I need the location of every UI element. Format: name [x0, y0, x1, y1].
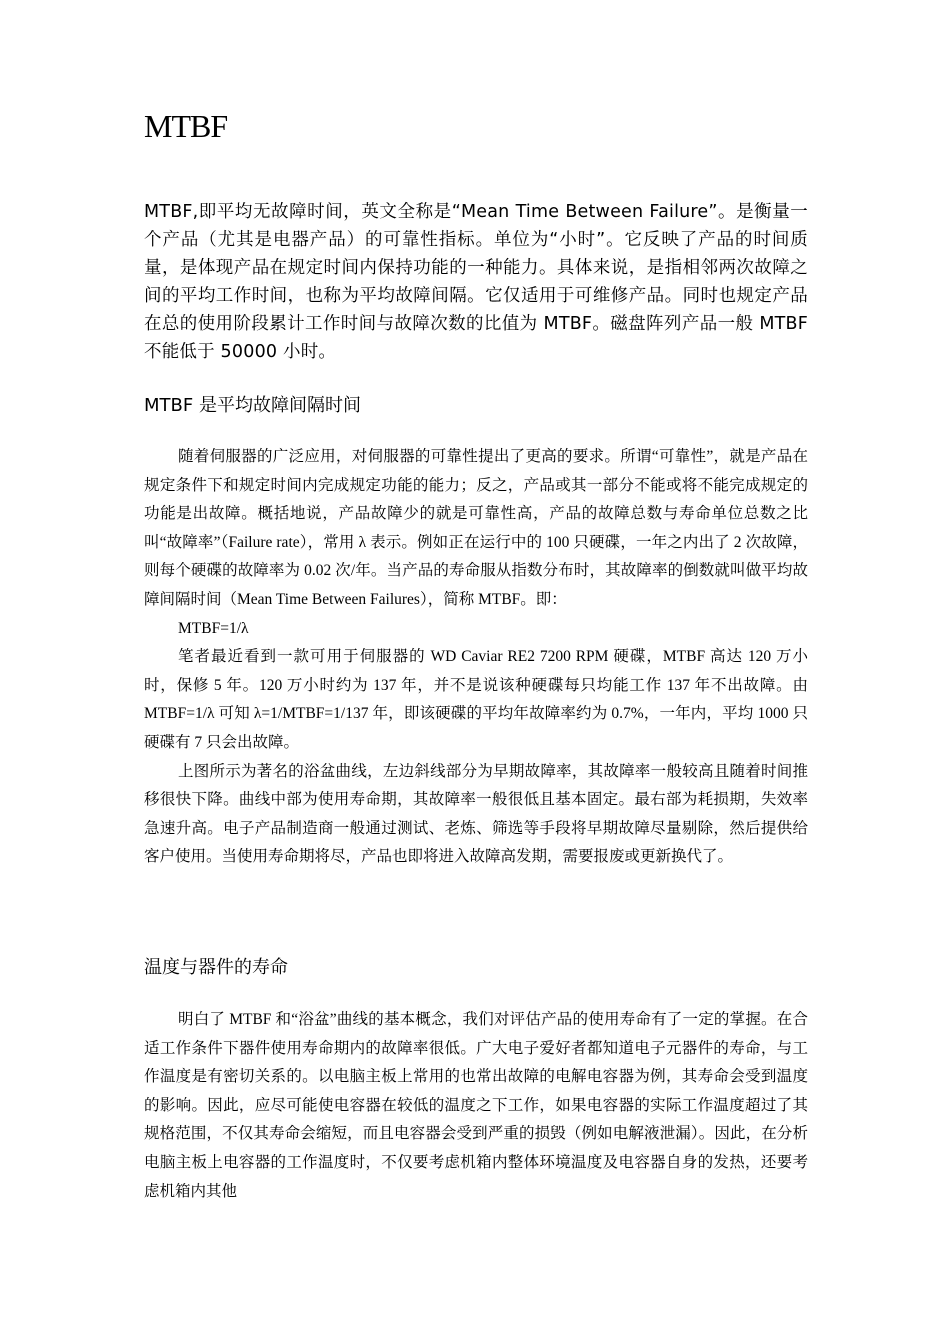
section-body-temperature [144, 1006, 808, 1206]
document-title: MTBF [144, 108, 228, 144]
paragraph-bathtub-curve: 上图所示为著名的浴盆曲线，左边斜线部分为早期故障率，其故障率一般较高且随着时间推移很快下降。曲线中部为使用寿命期，其故障率一般很低且基本固定。最右部为耗损期，失效率急速升高。电子产品制造商一般通过测试、老炼、筛选等手段将早期故障尽量剔除，然后提供给客户使用。当使用寿命期将尽，产品也即将进入故障高发期，需要报废或更新换代了。 [144, 762, 808, 866]
formula-mtbf: MTBF=1/λ [178, 619, 249, 637]
section-heading-temperature: 温度与器件的寿命 [144, 957, 288, 978]
paragraph-temperature-lifetime: 明白了 MTBF 和“浴盆”曲线的基本概念，我们对评估产品的使用寿命有了一定的掌握。在合适工作条件下器件使用寿命期内的故障率很低。广大电子爱好者都知道电子元器件的寿命，与工作温度是有密切关系的。以电脑主板上常用的也常出故障的电解电容器为例，其寿命会受到温度的影响。因此，应尽可能使电容器在较低的温度之下工作，如果电容器的实际工作温度超过了其规格范围，不仅其寿命会缩短，而且电容器会受到严重的损毁（例如电解液泄漏）。因此，在分析电脑主板上电容器的工作温度时，不仅要考虑机箱内整体环境温度及电容器自身的发热，还要考虑机箱内其他 [144, 1011, 808, 1200]
section-heading-mtbf: MTBF 是平均故障间隔时间 [144, 395, 361, 416]
intro-paragraph: MTBF,即平均无故障时间，英文全称是“Mean Time Between Failure”。是衡量一个产品（尤其是电器产品）的可靠性指标。单位为“小时”。它反映了产品的时间质量，是体现产品在规定时间内保持功能的一种能力。具体来说，是指相邻两次故障之间的平均工作时间，也称为平均故障间隔。它仅适用于可维修产品。同时也规定产品在总的使用阶段累计工作时间与故障次数的比值为 MTBF。磁盘阵列产品一般 MTBF 不能低于 50000 小时。 [144, 202, 808, 362]
paragraph-hard-disk-example: 笔者最近看到一款可用于伺服器的 WD Caviar RE2 7200 RPM 硬碟，MTBF 高达 120 万小时，保修 5 年。120 万小时约为 137 年，并不是说该种硬碟每只均能工作 137 年不出故障。由 MTBF=1/λ 可知 λ=1/MTBF=1/137 年，即该硬碟的平均年故障率约为 0.7%，一年内，平均 1000 只硬碟有 7 只会出故障。 [144, 648, 808, 751]
paragraph-reliability: 随着伺服器的广泛应用，对伺服器的可靠性提出了更高的要求。所谓“可靠性”，就是产品在规定条件下和规定时间内完成规定功能的能力；反之，产品或其一部分不能或将不能完成规定的功能是出故障。概括地说，产品故障少的就是可靠性高，产品的故障总数与寿命单位总数之比叫“故障率”（Failure rate），常用 λ 表示。例如正在运行中的 100 只硬碟，一年之内出了 2 次故障，则每个硬碟的故障率为 0.02 次/年。当产品的寿命服从指数分布时，其故障率的倒数就叫做平均故障间隔时间（Mean Time Between Failures），简称 MTBF。即： [144, 448, 808, 608]
section-body-mtbf [144, 443, 808, 872]
